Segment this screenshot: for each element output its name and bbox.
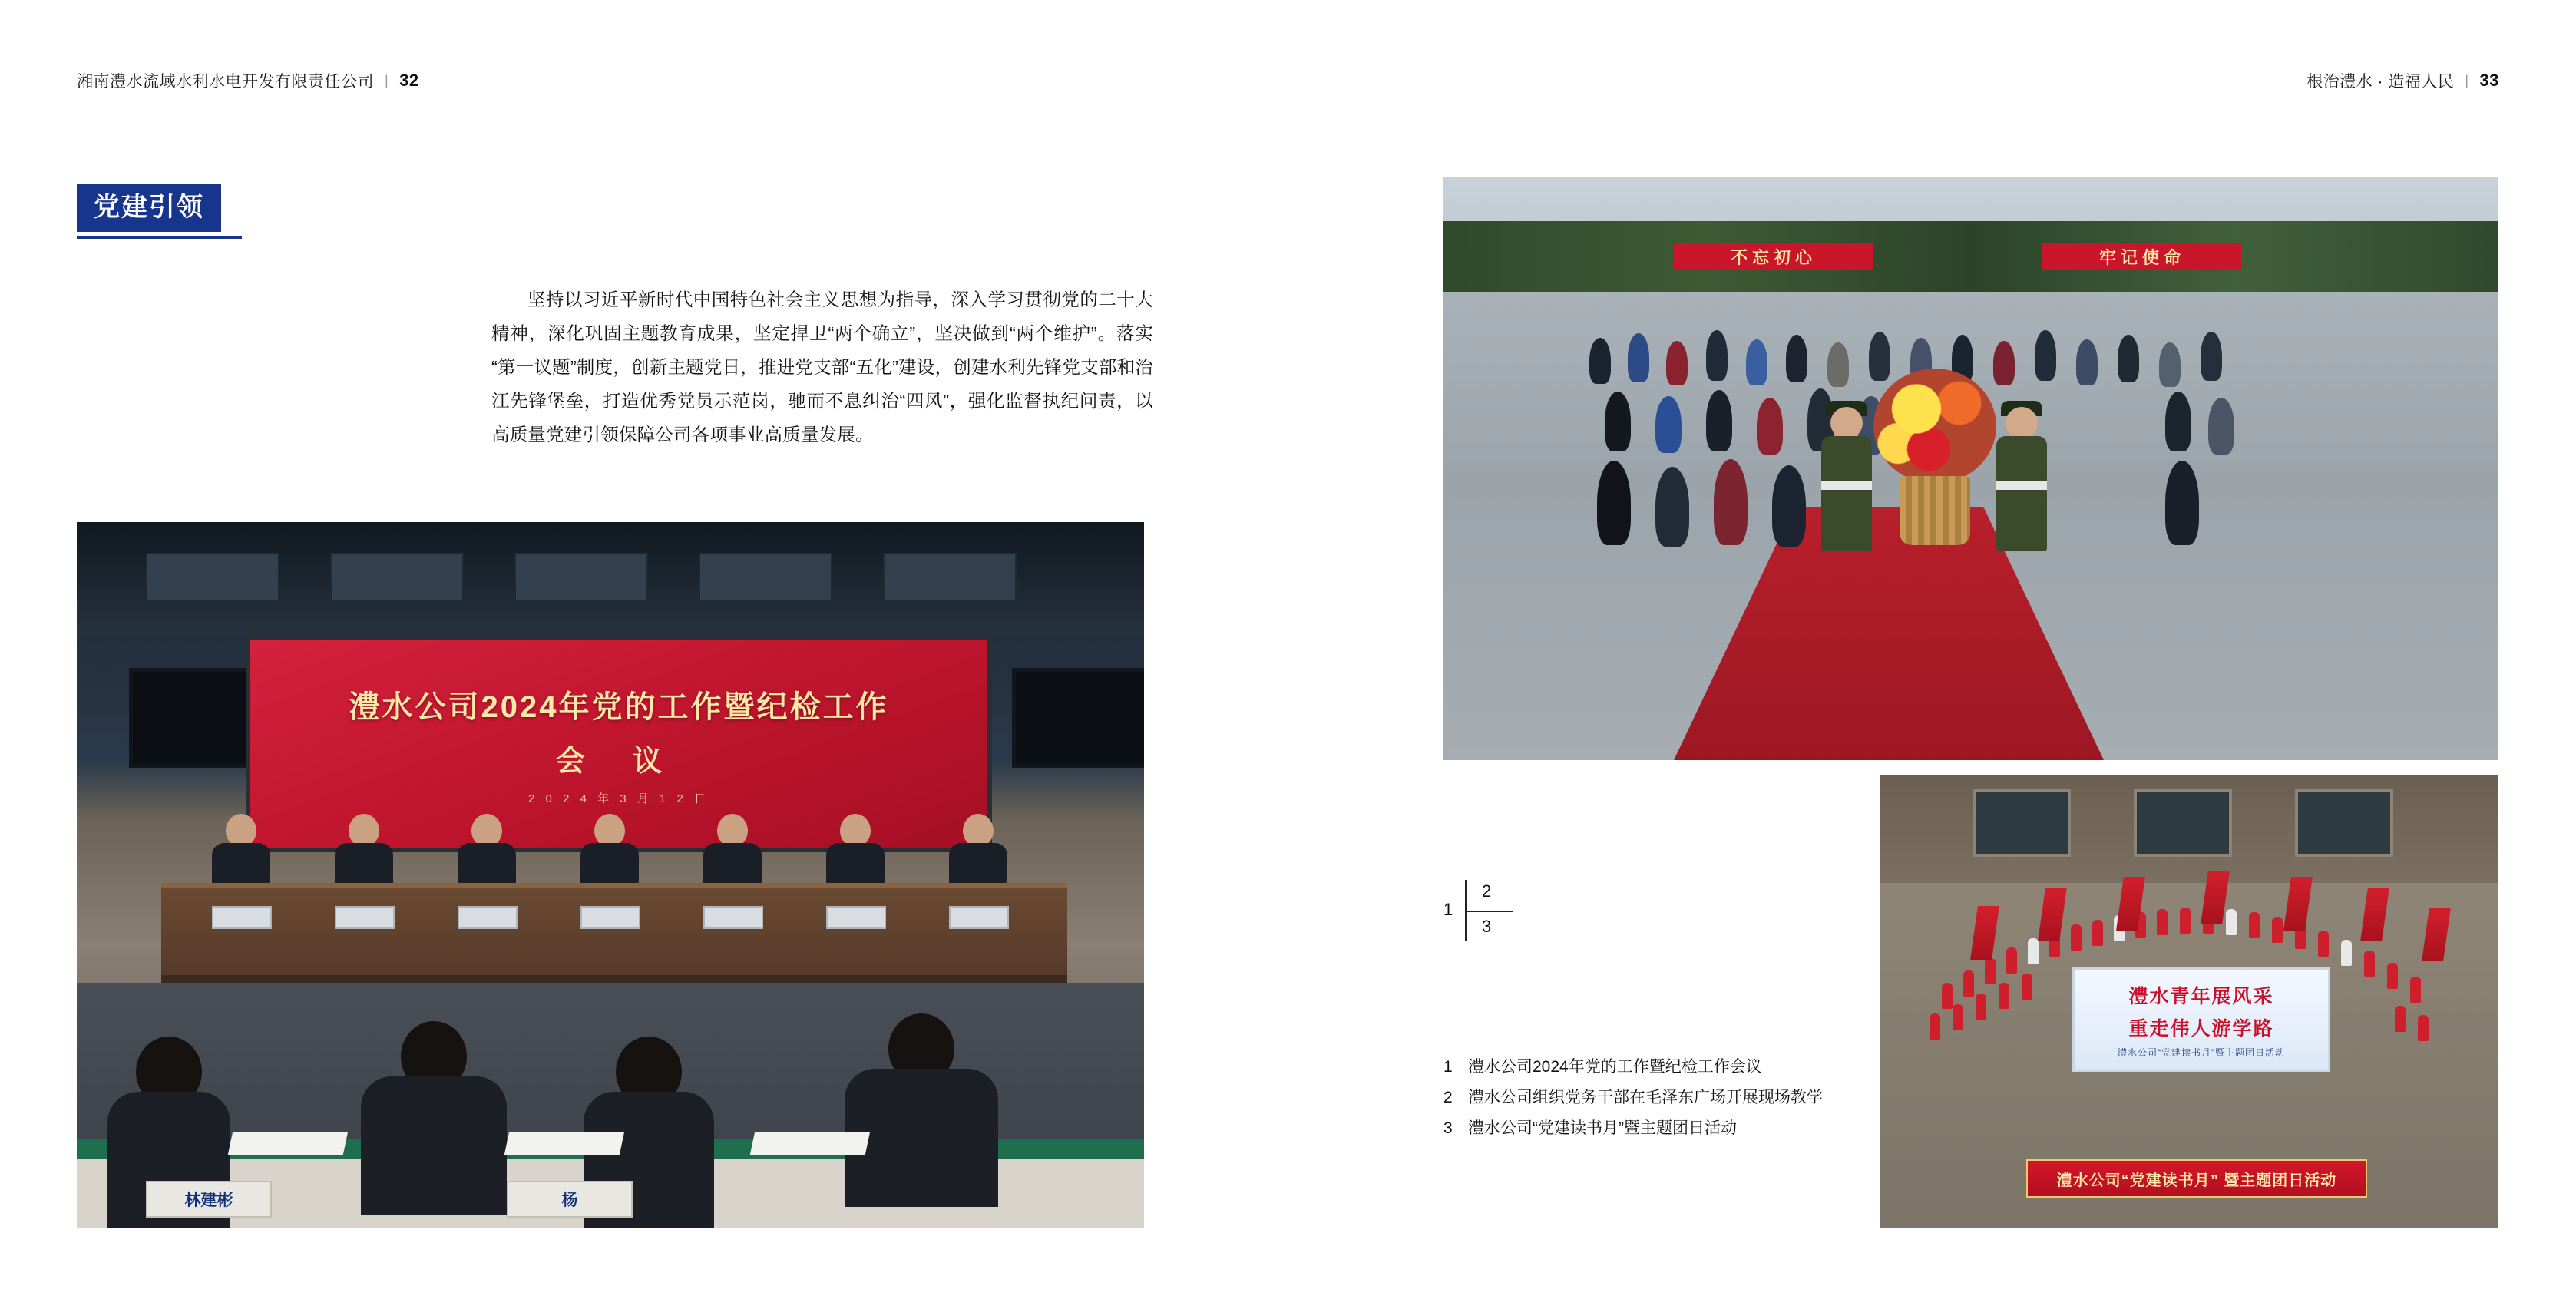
youth-participant — [2318, 931, 2329, 957]
screen-date: 2 0 2 4 年 3 月 1 2 日 — [528, 792, 709, 805]
honor-guard-head — [2006, 407, 2038, 439]
crowd-person — [2208, 398, 2234, 455]
youth-participant — [2410, 977, 2421, 1003]
photo-youth-activity — [1880, 775, 2498, 1228]
youth-participant — [1999, 983, 2009, 1009]
ceiling-panel — [146, 553, 279, 602]
crowd-person — [1714, 459, 1748, 545]
caption-item — [1443, 1113, 2027, 1144]
caption-item — [1443, 1052, 2027, 1083]
honor-guard-left — [1820, 407, 1873, 553]
screen-title-line1: 澧水公司2024年党的工作暨纪检工作 — [349, 689, 889, 724]
crowd-person — [1666, 341, 1688, 385]
youth-background-wall — [1880, 775, 2498, 883]
red-flag — [2360, 888, 2389, 941]
figure-key-number-3: 3 — [1482, 917, 1492, 936]
crowd-person — [1827, 342, 1849, 387]
figure-key-diagram — [1443, 875, 1528, 944]
red-flag — [1970, 906, 1999, 960]
youth-window — [1973, 789, 2071, 857]
panelist — [944, 814, 1010, 894]
figure-key-horizontal-rule — [1465, 911, 1513, 912]
honor-guard-right — [1995, 407, 2049, 553]
conference-audience-row — [77, 983, 1144, 1228]
ceiling-panel — [514, 553, 648, 602]
ceiling-panel — [883, 553, 1017, 602]
caption-list — [1443, 1052, 2027, 1144]
crowd-person — [2165, 392, 2191, 451]
youth-participant — [2028, 938, 2039, 964]
section-title-badge: 党建引领 — [77, 184, 221, 232]
youth-participant — [2092, 920, 2103, 946]
figure-key-number-1: 1 — [1443, 900, 1453, 919]
audience-document — [228, 1132, 348, 1155]
header-left-separator: | — [385, 72, 389, 88]
youth-participant — [2006, 947, 2017, 974]
youth-participant — [2157, 909, 2168, 935]
youth-participant — [2249, 912, 2260, 938]
table-nameplate — [458, 906, 518, 929]
crowd-person — [1786, 335, 1807, 382]
header-company-name: 湘南澧水流域水利水电开发有限责任公司 — [77, 73, 374, 91]
table-nameplate — [580, 906, 640, 929]
youth-participant — [2341, 940, 2352, 966]
youth-window — [2134, 789, 2232, 857]
crowd-person — [1993, 341, 2015, 385]
conference-ceiling — [77, 522, 1144, 637]
caption-text: 澧水公司2024年党的工作暨纪检工作会议 — [1468, 1058, 1762, 1076]
youth-participant — [2180, 908, 2191, 934]
youth-participant — [2364, 951, 2375, 977]
header-slogan: 根治澧水 · 造福人民 — [2306, 73, 2455, 91]
audience-member — [361, 1021, 507, 1228]
caption-text: 澧水公司组织党务干部在毛泽东广场开展现场教学 — [1468, 1089, 1823, 1106]
header-right — [2306, 69, 2499, 92]
crowd-person — [1655, 467, 1689, 547]
youth-participant — [1930, 1013, 1940, 1040]
photo-conference-meeting — [77, 522, 1144, 1228]
panelist — [453, 814, 519, 894]
youth-participant — [2022, 974, 2032, 1000]
audience-nameplate: 林建彬 — [146, 1181, 272, 1218]
audience-document — [750, 1132, 870, 1155]
crowd-person — [1746, 339, 1767, 385]
section-title-underline — [77, 236, 242, 239]
crowd-person — [1628, 333, 1649, 382]
page-number-right: 33 — [2479, 71, 2499, 90]
youth-participant — [2395, 1006, 2406, 1032]
youth-participant — [1976, 994, 1986, 1020]
table-nameplate — [826, 906, 886, 929]
table-nameplate — [949, 906, 1009, 929]
panelist — [699, 814, 765, 894]
youth-central-banner — [2072, 967, 2330, 1072]
youth-banner-line2: 重走伟人游学路 — [2128, 1017, 2274, 1040]
header-right-separator: | — [2465, 72, 2469, 88]
red-flag — [2422, 908, 2451, 961]
crowd-person — [1772, 465, 1806, 547]
flower-basket-flowers — [1873, 369, 1996, 484]
figure-key-number-2: 2 — [1482, 881, 1492, 901]
crowd-person — [2165, 461, 2199, 545]
youth-banner-line3: 澧水公司“党建读书月”暨主题团日活动 — [2118, 1046, 2285, 1058]
panelist — [330, 814, 396, 894]
table-nameplate — [335, 906, 395, 929]
conference-monitor-right — [1012, 668, 1144, 768]
crowd-person — [2035, 330, 2056, 381]
audience-document — [504, 1132, 624, 1155]
ceiling-panel — [699, 553, 832, 602]
caption-item — [1443, 1083, 2027, 1113]
youth-participant — [1985, 958, 1996, 984]
panelist — [207, 814, 273, 894]
header-left — [77, 69, 419, 92]
youth-participant — [2418, 1015, 2429, 1041]
red-flag — [2038, 888, 2067, 941]
caption-index: 1 — [1443, 1058, 1453, 1076]
crowd-person — [1589, 338, 1611, 384]
honor-guard-head — [1830, 407, 1863, 439]
audience-nameplate: 杨 — [507, 1181, 633, 1218]
table-nameplate — [703, 906, 763, 929]
youth-participant — [1953, 1004, 1963, 1030]
screen-title-line2: 会 议 — [555, 745, 683, 778]
youth-banner-line1: 澧水青年展风采 — [2128, 985, 2274, 1007]
body-paragraph: 坚持以习近平新时代中国特色社会主义思想为指导，深入学习贯彻党的二十大精神，深化巩固主题教育成果，坚定捍卫“两个确立”，坚决做到“两个维护”。落实“第一议题”制度，创新主题党日，推进党支部“五化”建设，创建水利先锋党支部和治江先锋堡垒，打造优秀党员示范岗，驰而不息纠治“四风”，强化监督执纪问责，以高质量党建引领保障公司各项事业高质量发展。 — [491, 289, 1153, 445]
caption-index: 2 — [1443, 1089, 1453, 1106]
crowd-person — [1605, 392, 1631, 451]
crowd-person — [2159, 342, 2181, 387]
youth-participant — [2071, 924, 2082, 951]
honor-guard-belt — [1996, 481, 2047, 490]
crowd-person — [1706, 390, 1732, 451]
youth-participant — [2387, 963, 2398, 989]
square-banner-right: 牢记使命 — [2042, 243, 2242, 270]
conference-head-table — [161, 883, 1067, 980]
flower-basket — [1873, 369, 1996, 545]
crowd-person — [2076, 339, 2098, 385]
honor-guard-belt — [1821, 481, 1872, 490]
crowd-person — [1706, 330, 1728, 381]
youth-participant — [2272, 917, 2283, 943]
square-treeline — [1443, 221, 2498, 298]
honor-guard-body — [1996, 436, 2047, 551]
ceiling-panel — [330, 553, 464, 602]
audience-body — [361, 1076, 507, 1215]
youth-participant — [1963, 970, 1974, 997]
youth-bottom-banner: 澧水公司“党建读书月” 暨主题团日活动 — [2026, 1159, 2367, 1198]
crowd-person — [2118, 335, 2139, 382]
table-nameplate — [212, 906, 272, 929]
crowd-person — [1655, 396, 1682, 453]
photo-square-ceremony — [1443, 177, 2498, 760]
audience-member — [845, 1013, 998, 1228]
caption-text: 澧水公司“党建读书月”暨主题团日活动 — [1468, 1119, 1737, 1137]
flower-basket-base — [1900, 476, 1970, 545]
crowd-person — [2201, 332, 2222, 381]
crowd-person — [1597, 461, 1631, 545]
youth-participant — [2226, 909, 2237, 935]
honor-guard-body — [1821, 436, 1872, 551]
page-number-left: 32 — [399, 71, 419, 90]
youth-window — [2295, 789, 2393, 857]
caption-index: 3 — [1443, 1119, 1453, 1137]
youth-participant — [1942, 983, 1953, 1009]
square-banner-left: 不忘初心 — [1674, 243, 1873, 270]
panelist — [576, 814, 642, 894]
crowd-person — [1757, 398, 1783, 455]
panelist — [822, 814, 888, 894]
